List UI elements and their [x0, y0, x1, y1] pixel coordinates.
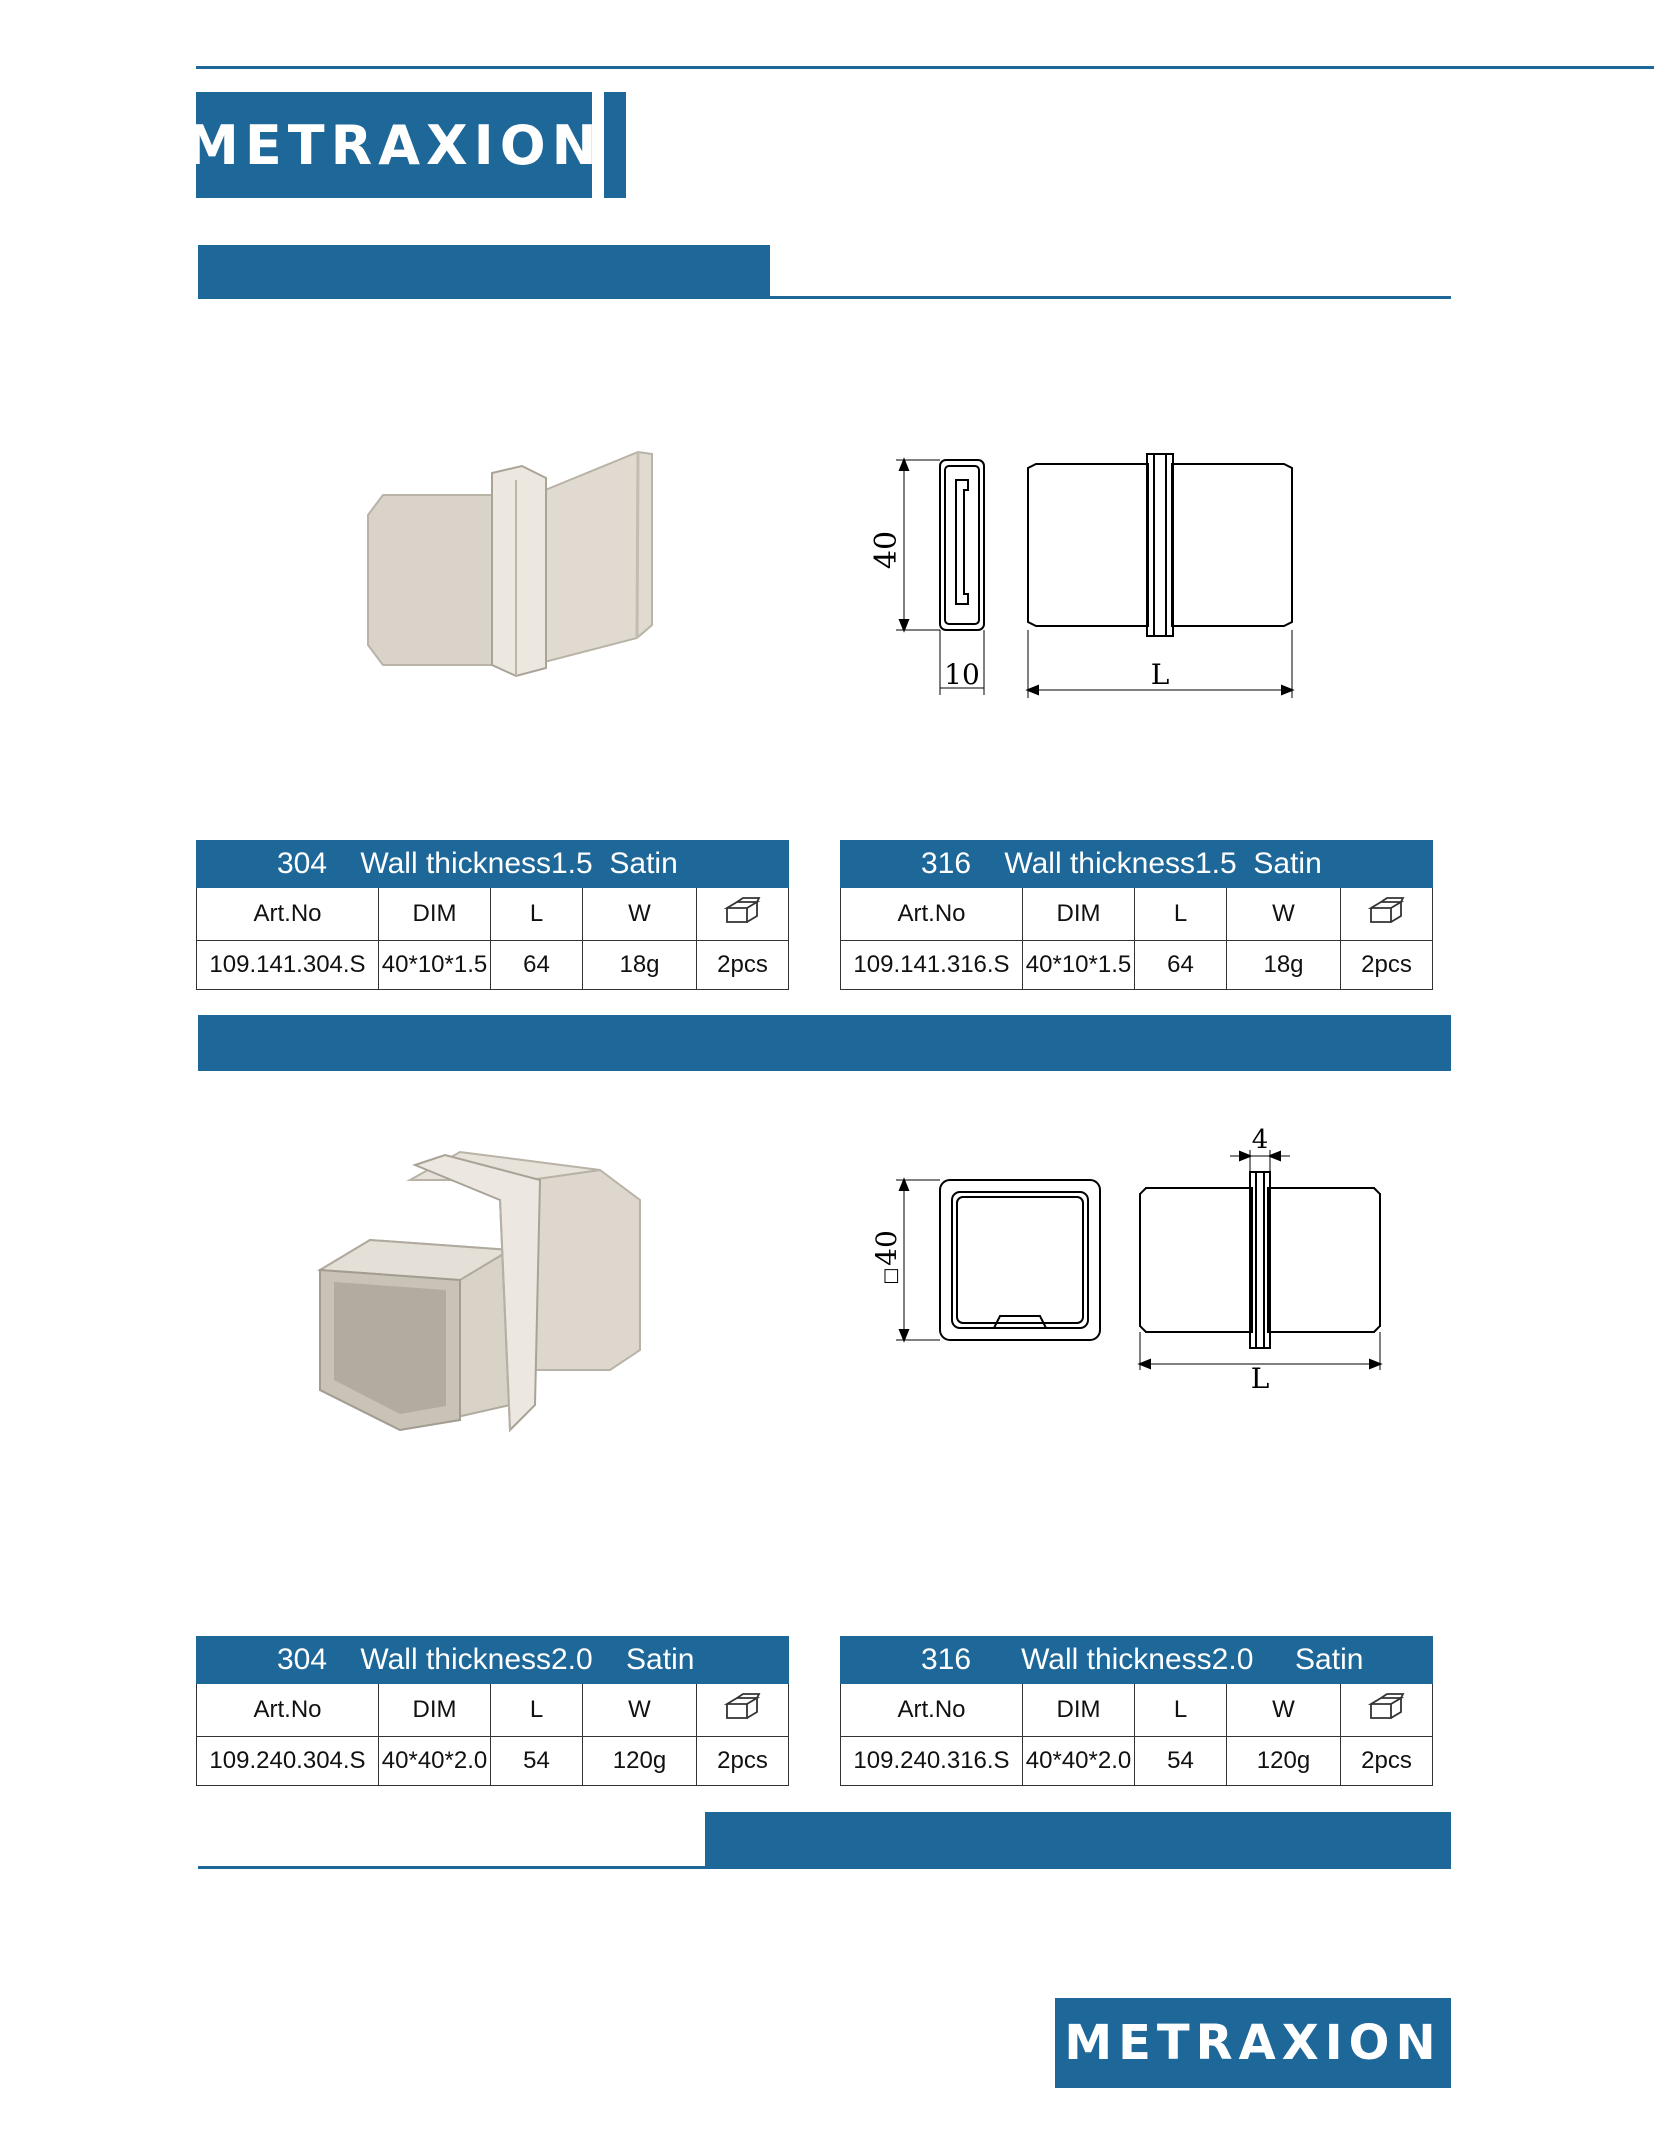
table-title: 316 Wall thickness2.0 Satin [841, 1637, 1433, 1684]
art-no-cell: 109.141.304.S [197, 941, 379, 990]
table-row [841, 1737, 1433, 1786]
section-header-bar [198, 245, 770, 297]
column-header: L [491, 888, 583, 941]
flat-connector-photo [350, 440, 670, 710]
square-connector-drawing [860, 1120, 1400, 1400]
dim-cell: 40*10*1.5 [379, 941, 491, 990]
height-dimension-label: 40 [870, 1230, 903, 1266]
package-cell: 2pcs [1341, 1737, 1433, 1786]
section-divider-bar [198, 1015, 1451, 1071]
section-header-rule [198, 296, 1451, 299]
package-column-header [1341, 1684, 1433, 1737]
brand-name: METRAXION [185, 113, 603, 177]
column-header: Art.No [841, 888, 1023, 941]
box-icon [1367, 1692, 1407, 1722]
bottom-section-rule [198, 1866, 1451, 1869]
column-header: Art.No [197, 888, 379, 941]
table-title: 304 Wall thickness2.0 Satin [197, 1637, 789, 1684]
package-cell: 2pcs [697, 1737, 789, 1786]
length-dimension-label: L [1150, 658, 1170, 691]
brand-accent-bar [604, 92, 626, 198]
column-header: W [1227, 1684, 1341, 1737]
weight-cell: 120g [583, 1737, 697, 1786]
table-row [841, 941, 1433, 990]
art-no-cell: 109.240.304.S [197, 1737, 379, 1786]
table-row [197, 1737, 789, 1786]
spec-table-304-square [196, 1636, 789, 1786]
height-dimension-label: 40 [869, 530, 904, 570]
box-icon [723, 1692, 763, 1722]
square-connector-photo [310, 1140, 650, 1440]
column-header: DIM [379, 1684, 491, 1737]
column-header: DIM [379, 888, 491, 941]
package-cell: 2pcs [697, 941, 789, 990]
length-cell: 64 [1135, 941, 1227, 990]
box-icon [1367, 896, 1407, 926]
flange-dimension-label: 4 [1251, 1125, 1269, 1155]
column-header: Art.No [841, 1684, 1023, 1737]
column-header: W [1227, 888, 1341, 941]
package-column-header [1341, 888, 1433, 941]
dim-cell: 40*40*2.0 [379, 1737, 491, 1786]
column-header: L [1135, 1684, 1227, 1737]
length-cell: 54 [491, 1737, 583, 1786]
square-symbol: □ [880, 1267, 901, 1285]
column-header: W [583, 1684, 697, 1737]
top-rule [196, 66, 1654, 69]
weight-cell: 18g [1227, 941, 1341, 990]
weight-cell: 120g [1227, 1737, 1341, 1786]
brand-logo [185, 92, 603, 198]
column-header: Art.No [197, 1684, 379, 1737]
table-title: 304 Wall thickness1.5 Satin [197, 841, 789, 888]
column-header: DIM [1023, 888, 1135, 941]
table-row [197, 941, 789, 990]
box-icon [723, 896, 763, 926]
length-cell: 54 [1135, 1737, 1227, 1786]
length-dimension-label: L [1250, 1362, 1270, 1395]
spec-table-316-square [840, 1636, 1433, 1786]
spec-table-304-flat [196, 840, 789, 990]
package-cell: 2pcs [1341, 941, 1433, 990]
width-dimension-label: 10 [944, 658, 980, 691]
weight-cell: 18g [583, 941, 697, 990]
dim-cell: 40*10*1.5 [1023, 941, 1135, 990]
footer-brand-logo [1055, 1998, 1451, 2088]
package-column-header [697, 888, 789, 941]
column-header: W [583, 888, 697, 941]
art-no-cell: 109.240.316.S [841, 1737, 1023, 1786]
flat-connector-drawing [860, 440, 1320, 710]
table-title: 316 Wall thickness1.5 Satin [841, 841, 1433, 888]
column-header: L [491, 1684, 583, 1737]
art-no-cell: 109.141.316.S [841, 941, 1023, 990]
dim-cell: 40*40*2.0 [1023, 1737, 1135, 1786]
bottom-section-bar [705, 1812, 1451, 1868]
package-column-header [697, 1684, 789, 1737]
footer-brand-name: METRAXION [1064, 2015, 1442, 2071]
column-header: DIM [1023, 1684, 1135, 1737]
spec-table-316-flat [840, 840, 1433, 990]
length-cell: 64 [491, 941, 583, 990]
column-header: L [1135, 888, 1227, 941]
